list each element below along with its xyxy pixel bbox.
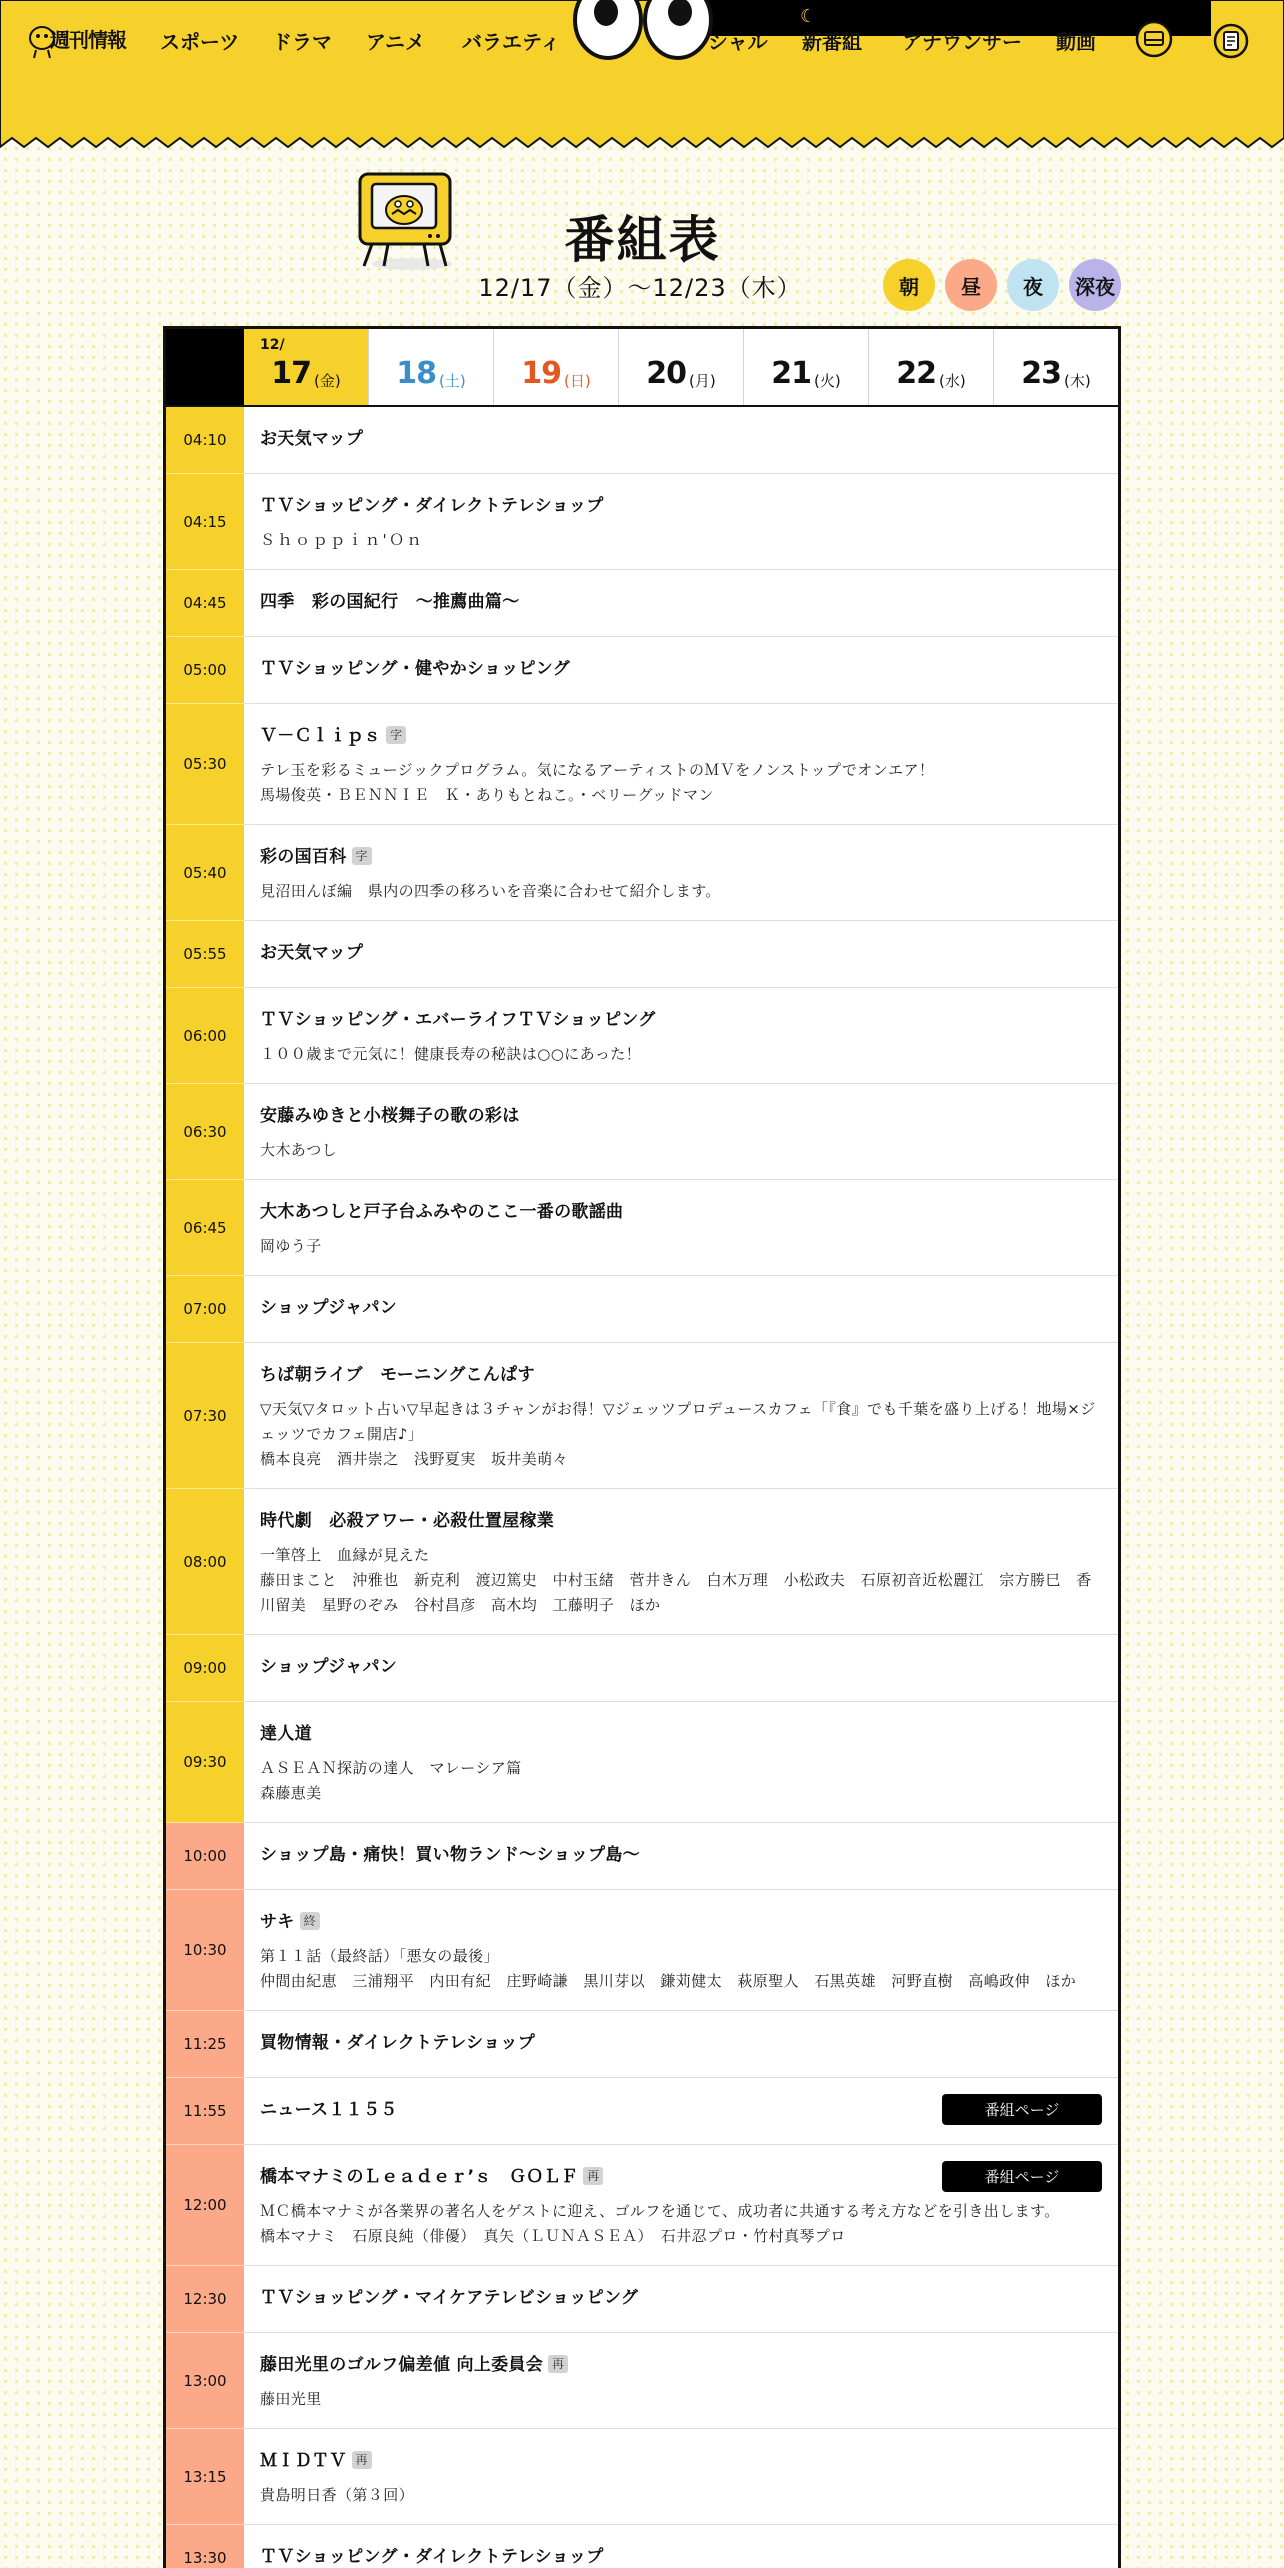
date-day: 19	[521, 356, 562, 391]
date-tab-21[interactable]	[743, 329, 868, 405]
program-time: 10:30	[166, 1890, 244, 2011]
program-title-text: Ｖ－Ｃｌｉｐｓ	[260, 726, 382, 746]
program-list	[166, 407, 1118, 2568]
program-description-line: 藤田光里	[260, 2390, 322, 2408]
page-title: 番組表	[564, 211, 721, 269]
program-description	[260, 1756, 1102, 1806]
program-time: 12:30	[166, 2266, 244, 2333]
date-day: 17	[271, 356, 312, 391]
program-description-line: 森藤恵美	[260, 1784, 322, 1802]
program-title-text: ちば朝ライブ モーニングこんぱす	[260, 1365, 535, 1385]
date-tab-23[interactable]	[993, 329, 1118, 405]
program-title[interactable]	[260, 1296, 1102, 1320]
program-time: 04:45	[166, 570, 244, 637]
program-page-button[interactable]: 番組ページ	[942, 2161, 1102, 2192]
program-row[interactable]	[166, 988, 1118, 1084]
program-title[interactable]	[260, 1363, 1102, 1387]
program-time: 04:15	[166, 474, 244, 570]
program-row[interactable]	[166, 921, 1118, 988]
filter-day-button[interactable]	[945, 259, 997, 311]
program-description	[260, 2199, 1102, 2249]
program-title[interactable]	[260, 724, 1102, 748]
program-time: 06:45	[166, 1180, 244, 1276]
tv-mascot-icon	[352, 168, 460, 276]
program-title[interactable]	[260, 427, 1102, 451]
filter-morning-button[interactable]	[883, 259, 935, 311]
program-description-line: ＭＣ橋本マナミが各業界の著名人をゲストに迎え、ゴルフを通じて、成功者に共通する考え方などを引き出します。	[260, 2202, 1060, 2220]
program-badge: 字	[386, 726, 406, 744]
program-title[interactable]	[260, 2286, 1102, 2310]
program-time: 09:00	[166, 1635, 244, 1702]
program-row[interactable]	[166, 2011, 1118, 2078]
program-description-line: 大木あつし	[260, 1141, 338, 1159]
program-description-line: 第１１話（最終話）「悪女の最後」	[260, 1947, 499, 1965]
program-description-line: 馬場俊英・ＢＥＮＮＩＥ Ｋ・ありもとねこ。・ベリーグッドマン	[260, 786, 714, 804]
program-time: 06:30	[166, 1084, 244, 1180]
date-day: 18	[396, 356, 437, 391]
program-time: 04:10	[166, 407, 244, 474]
program-title-text: ＴＶショッピング・マイケアテレビショッピング	[260, 2288, 639, 2308]
program-row[interactable]	[166, 1180, 1118, 1276]
program-row[interactable]	[166, 1635, 1118, 1702]
date-month: 12/	[260, 337, 285, 353]
date-day: 23	[1021, 356, 1062, 391]
program-time: 06:00	[166, 988, 244, 1084]
program-row[interactable]	[166, 407, 1118, 474]
program-title[interactable]	[260, 2353, 1102, 2377]
date-tab-17[interactable]	[244, 329, 368, 405]
program-time: 10:00	[166, 1823, 244, 1890]
program-title[interactable]	[260, 1008, 1102, 1032]
program-time: 11:55	[166, 2078, 244, 2145]
program-description-line: 岡ゆう子	[260, 1237, 322, 1255]
filter-night-button[interactable]	[1007, 259, 1059, 311]
program-time: 13:15	[166, 2429, 244, 2525]
program-row[interactable]	[166, 1084, 1118, 1180]
program-title-text: 買物情報・ダイレクトテレショップ	[260, 2033, 536, 2053]
program-row[interactable]	[166, 2078, 1118, 2145]
filter-late-night-label: 深夜	[1075, 274, 1115, 299]
program-description-line: 一筆啓上 血縁が見えた	[260, 1546, 430, 1564]
program-row[interactable]	[166, 2333, 1118, 2429]
site-header	[0, 0, 1284, 150]
program-title[interactable]	[260, 1655, 1102, 1679]
program-description-line: テレ玉を彩るミュージックプログラム。気になるアーティストのＭＶをノンストップでオンエア！	[260, 761, 935, 779]
guide-book-icon[interactable]	[1210, 18, 1252, 60]
program-title[interactable]	[260, 2031, 1102, 2055]
program-row[interactable]	[166, 1489, 1118, 1635]
date-weekday: (火)	[814, 372, 841, 390]
date-day: 21	[771, 356, 812, 391]
program-row[interactable]	[166, 704, 1118, 825]
program-badge: 字	[352, 847, 372, 865]
program-title-text: 彩の国百科	[260, 847, 347, 867]
program-schedule	[163, 326, 1121, 2568]
program-time: 05:00	[166, 637, 244, 704]
date-tabs	[166, 329, 1118, 407]
date-weekday: (水)	[939, 372, 966, 390]
nav-new-programs[interactable]: 新番組	[802, 30, 862, 54]
program-title-text: ＭＩＤＴＶ	[260, 2451, 347, 2471]
program-title[interactable]	[260, 1509, 1102, 1533]
program-title-text: ＴＶショッピング・ダイレクトテレショップ	[260, 496, 604, 516]
program-row[interactable]	[166, 2145, 1118, 2266]
program-page-button[interactable]: 番組ページ	[942, 2094, 1102, 2125]
nav-sports[interactable]: スポーツ	[160, 30, 240, 54]
nav-special[interactable]: シャル	[708, 30, 768, 54]
filter-night-label: 夜	[1023, 274, 1043, 299]
date-day: 22	[896, 356, 937, 391]
program-title[interactable]	[260, 2545, 1102, 2568]
program-title-text: ショップジャパン	[260, 1657, 398, 1677]
program-time: 11:25	[166, 2011, 244, 2078]
program-description-line: 見沼田んぼ編 県内の四季の移ろいを音楽に合わせて紹介します。	[260, 882, 721, 900]
site-logo[interactable]	[28, 18, 126, 62]
program-title-text: 橋本マナミのＬｅａｄｅｒ’ｓ ＧＯＬＦ	[260, 2167, 579, 2187]
logo-text: 週刊情報	[50, 28, 126, 52]
program-title-text: 四季 彩の国紀行 ～推薦曲篇～	[260, 592, 520, 612]
program-time: 07:30	[166, 1343, 244, 1489]
program-row[interactable]	[166, 1702, 1118, 1823]
program-row[interactable]	[166, 570, 1118, 637]
date-weekday: (日)	[564, 372, 591, 390]
nav-announcer[interactable]: アナウンサー	[902, 30, 1022, 54]
program-title-text: ニュース１１５５	[260, 2100, 398, 2120]
program-description	[260, 528, 1102, 553]
program-title[interactable]	[260, 494, 1102, 518]
date-corner	[166, 329, 244, 405]
program-row[interactable]	[166, 1823, 1118, 1890]
filter-day-label: 昼	[961, 274, 981, 299]
date-tab-20[interactable]	[618, 329, 743, 405]
program-title-text: 藤田光里のゴルフ偏差値 向上委員会	[260, 2355, 544, 2375]
program-title-text: お天気マップ	[260, 429, 364, 449]
program-description-line: Ｓｈｏｐｐｉｎ'Ｏｎ	[260, 531, 425, 549]
filter-late-night-button[interactable]	[1069, 259, 1121, 311]
program-description-line: ＡＳＥＡＮ探訪の達人 マレーシア篇	[260, 1759, 522, 1777]
program-title-text: 大木あつしと戸子台ふみやのここ一番の歌謡曲	[260, 1202, 624, 1222]
program-title[interactable]	[260, 657, 1102, 681]
program-description-line: ▽天気▽タロット占い▽早起きは３チャンがお得！▽ジェッツプロデュースカフェ「『食』でも千葉を盛り上げる！地場×ジェッツでカフェ開店♪」	[260, 1400, 1096, 1443]
program-description	[260, 1543, 1102, 1618]
program-title-text: ＴＶショッピング・ダイレクトテレショップ	[260, 2547, 604, 2567]
program-description	[260, 1138, 1102, 1163]
date-weekday: (土)	[439, 372, 466, 390]
program-title-text: ＴＶショッピング・エバーライフＴＶショッピング	[260, 1010, 656, 1030]
program-badge: 終	[300, 1912, 320, 1930]
program-title-text: お天気マップ	[260, 943, 364, 963]
program-description-line: 藤田まこと 沖雅也 新克利 渡辺篤史 中村玉緒 菅井きん 白木万理 小松政夫 石原初音近松麗江 宗方勝巳 香川留美 星野のぞみ 谷村昌彦 高木均 工藤明子 ほか	[260, 1571, 1092, 1614]
program-title-text: 達人道	[260, 1724, 312, 1744]
program-description-line: １００歳まで元気に！健康長寿の秘訣は○○にあった！	[260, 1045, 642, 1063]
program-description	[260, 1234, 1102, 1259]
program-description	[260, 758, 1102, 808]
tv-icon[interactable]	[1133, 18, 1175, 60]
program-description-line: 橋本マナミ 石原良純（俳優） 真矢（ＬＵＮＡＳＥＡ） 石井忍プロ・竹村真琴プロ	[260, 2227, 846, 2245]
program-title[interactable]	[260, 1200, 1102, 1224]
nav-drama[interactable]: ドラマ	[272, 30, 332, 54]
program-description	[260, 879, 1102, 904]
program-title-text: ショップ島・痛快！買い物ランド～ショップ島～	[260, 1845, 640, 1865]
program-row[interactable]	[166, 637, 1118, 704]
program-time: 07:00	[166, 1276, 244, 1343]
filter-morning-label: 朝	[899, 274, 919, 299]
program-row[interactable]	[166, 474, 1118, 570]
nav-variety[interactable]: バラエティ	[462, 30, 561, 54]
program-time: 12:00	[166, 2145, 244, 2266]
date-weekday: (金)	[314, 372, 341, 390]
mascot-eyes-icon	[568, 0, 718, 66]
date-tab-18[interactable]	[368, 329, 493, 405]
program-description	[260, 2483, 1102, 2508]
date-weekday: (月)	[689, 372, 716, 390]
program-time: 05:30	[166, 704, 244, 825]
program-row[interactable]	[166, 1343, 1118, 1489]
date-tab-19[interactable]	[493, 329, 618, 405]
program-title[interactable]	[260, 1843, 1102, 1867]
program-description	[260, 2387, 1102, 2412]
nav-video[interactable]: 動画	[1056, 30, 1096, 54]
program-time: 09:30	[166, 1702, 244, 1823]
program-description	[260, 1397, 1102, 1472]
nav-anime[interactable]: アニメ	[366, 30, 425, 54]
program-badge: 再	[352, 2451, 372, 2469]
program-title[interactable]	[260, 2449, 1102, 2473]
date-weekday: (木)	[1064, 372, 1091, 390]
program-time: 05:40	[166, 825, 244, 921]
program-row[interactable]	[166, 2525, 1118, 2568]
program-title-text: 時代劇 必殺アワー・必殺仕置屋稼業	[260, 1511, 555, 1531]
program-description-line: 橋本良亮 酒井崇之 浅野夏実 坂井美萌々	[260, 1450, 569, 1468]
program-description-line: 貴島明日香（第３回）	[260, 2486, 415, 2504]
program-title-text: ショップジャパン	[260, 1298, 398, 1318]
program-badge: 再	[583, 2167, 603, 2185]
program-title-text: ＴＶショッピング・健やかショッピング	[260, 659, 571, 679]
program-badge: 再	[548, 2355, 568, 2373]
program-title[interactable]	[260, 590, 1102, 614]
program-title-text: 安藤みゆきと小桜舞子の歌の彩は	[260, 1106, 520, 1126]
program-title[interactable]	[260, 845, 1102, 869]
program-time: 05:55	[166, 921, 244, 988]
program-title[interactable]	[260, 941, 1102, 965]
program-title-text: サキ	[260, 1912, 295, 1932]
program-row[interactable]	[166, 1276, 1118, 1343]
program-time: 13:00	[166, 2333, 244, 2429]
program-row[interactable]	[166, 2429, 1118, 2525]
program-row[interactable]	[166, 1890, 1118, 2011]
program-row[interactable]	[166, 2266, 1118, 2333]
program-title[interactable]	[260, 1722, 1102, 1746]
program-title[interactable]	[260, 1910, 1102, 1934]
program-title[interactable]	[260, 1104, 1102, 1128]
date-range: 12/17（金）〜12/23（木）	[478, 274, 802, 302]
date-tab-22[interactable]	[868, 329, 993, 405]
program-description	[260, 1042, 1102, 1067]
date-day: 20	[646, 356, 687, 391]
program-row[interactable]	[166, 825, 1118, 921]
program-time: 08:00	[166, 1489, 244, 1635]
moon-icon: ☾	[800, 6, 817, 27]
program-description	[260, 1944, 1102, 1994]
program-description-line: 仲間由紀恵 三浦翔平 内田有紀 庄野崎謙 黒川芽以 鎌苅健太 萩原聖人 石黒英雄 河野直樹 高嶋政伸 ほか	[260, 1972, 1077, 1990]
program-time: 13:30	[166, 2525, 244, 2568]
